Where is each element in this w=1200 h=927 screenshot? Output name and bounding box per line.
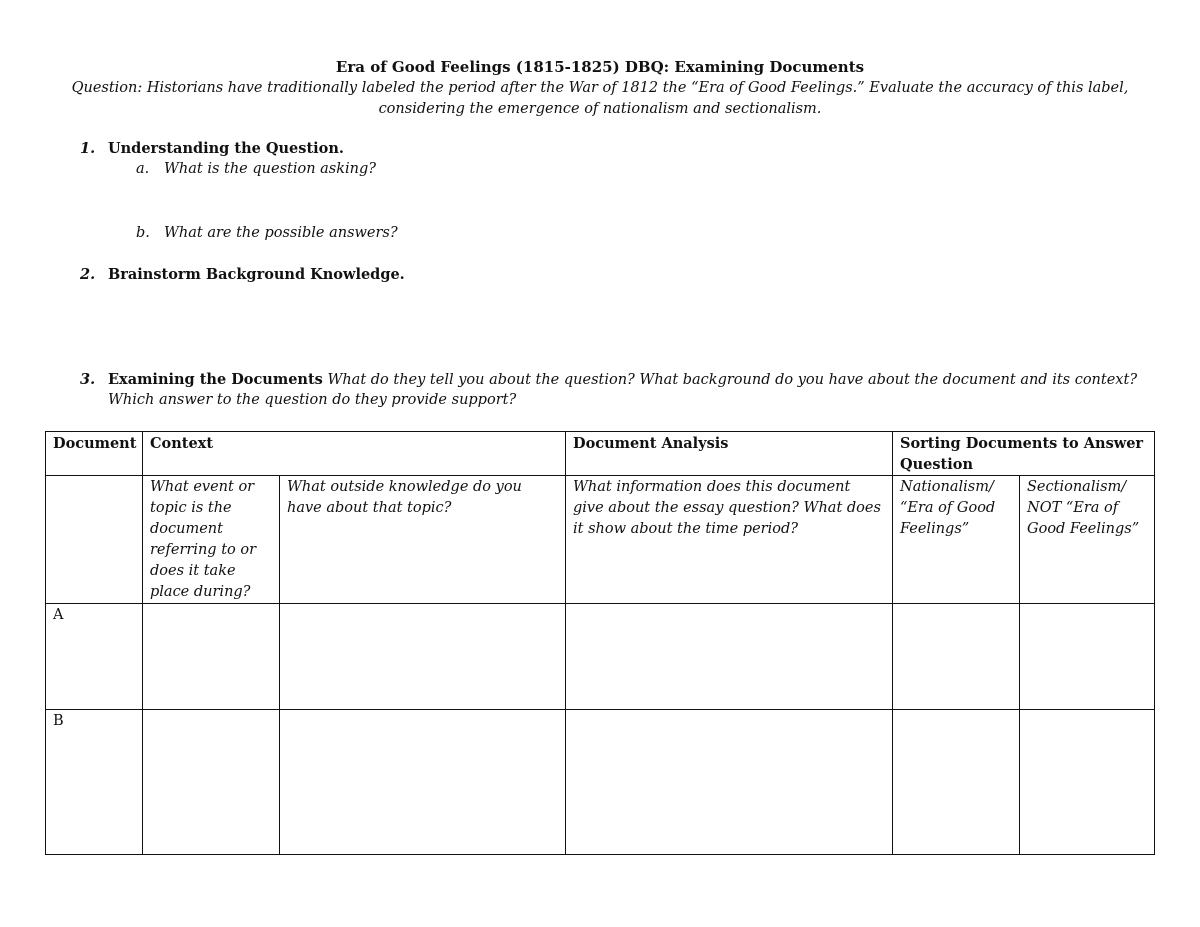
section-brainstorm <box>80 264 405 286</box>
cell-knowledge-b[interactable] <box>280 710 566 855</box>
section-understanding <box>80 138 344 160</box>
sub-question-b <box>136 223 398 244</box>
section-heading: Understanding the Question. <box>108 140 344 157</box>
cell-event-a[interactable] <box>143 604 280 710</box>
subheader-event: What event or topic is the document referring to or does it take place during? <box>143 476 280 604</box>
cell-analysis-a[interactable] <box>566 604 893 710</box>
header-context: Context <box>143 432 566 476</box>
question-line-1: Question: Historians have traditionally labeled the period after the War of 1812 the “Era of Good Feelings.” Evaluate the accuracy of this label, <box>71 80 1129 96</box>
header-document: Document <box>46 432 143 476</box>
sub-text: What is the question asking? <box>164 161 377 177</box>
section-number: 1. <box>80 140 96 157</box>
section-description: What do they tell you about the question? What background do you have about the document and its context? <box>327 372 1138 388</box>
section-examining <box>80 369 1137 391</box>
section-heading: Examining the Documents <box>108 371 323 388</box>
table-header-row <box>46 432 1155 476</box>
table-row <box>46 710 1155 855</box>
table-subheader-row <box>46 476 1155 604</box>
cell-knowledge-a[interactable] <box>280 604 566 710</box>
section-heading: Brainstorm Background Knowledge. <box>108 266 405 283</box>
section-number: 3. <box>80 371 96 388</box>
sub-text: What are the possible answers? <box>164 225 398 241</box>
cell-analysis-b[interactable] <box>566 710 893 855</box>
cell-nationalism-a[interactable] <box>893 604 1020 710</box>
subheader-information: What information does this document give about the essay question? What does it show about the time period? <box>566 476 893 604</box>
cell-event-b[interactable] <box>143 710 280 855</box>
subheader-knowledge: What outside knowledge do you have about that topic? <box>280 476 566 604</box>
subheader-sectionalism: Sectionalism/ NOT “Era of Good Feelings” <box>1020 476 1155 604</box>
sub-letter: a. <box>136 161 150 177</box>
row-label-a: A <box>46 604 143 710</box>
sub-letter: b. <box>136 225 150 241</box>
header-analysis: Document Analysis <box>566 432 893 476</box>
section-number: 2. <box>80 266 96 283</box>
document-analysis-table <box>45 431 1155 855</box>
question-line-2: considering the emergence of nationalism and sectionalism. <box>378 101 822 117</box>
cell-sectionalism-b[interactable] <box>1020 710 1155 855</box>
subheader-nationalism: Nationalism/ “Era of Good Feelings” <box>893 476 1020 604</box>
header-sorting: Sorting Documents to Answer Question <box>893 432 1155 476</box>
cell-sectionalism-a[interactable] <box>1020 604 1155 710</box>
section-description-continued: Which answer to the question do they provide support? <box>108 392 517 408</box>
page-title: Era of Good Feelings (1815-1825) DBQ: Examining Documents <box>335 58 865 76</box>
cell-nationalism-b[interactable] <box>893 710 1020 855</box>
sub-question-a <box>136 159 376 180</box>
subheader-blank <box>46 476 143 604</box>
table-row <box>46 604 1155 710</box>
essay-question <box>60 78 1140 120</box>
row-label-b: B <box>46 710 143 855</box>
